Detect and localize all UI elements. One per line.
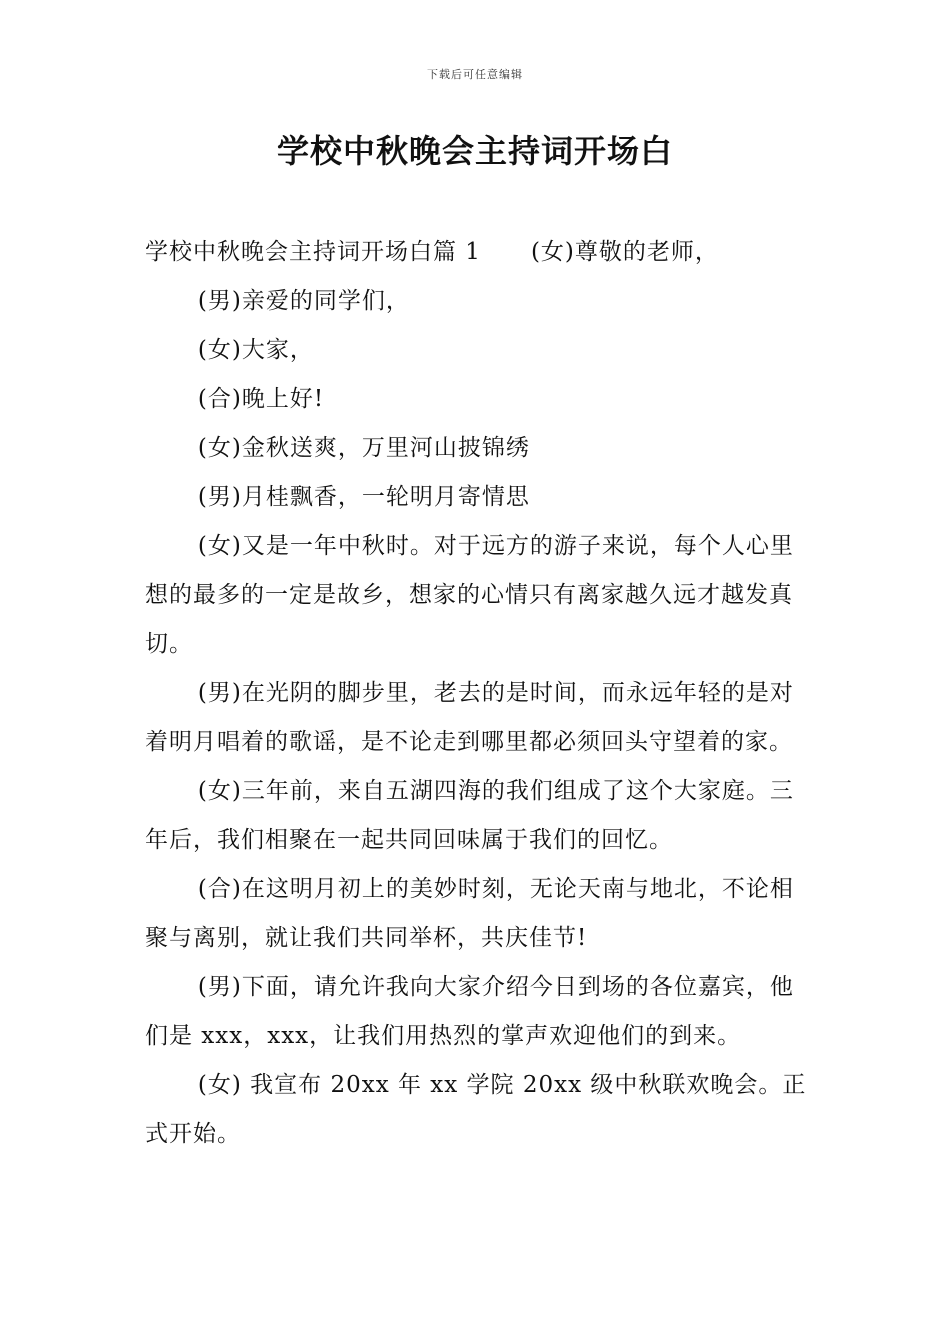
paragraph: (女)又是一年中秋时。对于远方的游子来说，每个人心里想的最多的一定是故乡，想家的心情只有离家越久远才越发真切。 bbox=[145, 533, 794, 657]
paragraph: (男)在光阴的脚步里，老去的是时间，而永远年轻的是对着明月唱着的歌谣，是不论走到哪里都必须回头守望着的家。 bbox=[145, 680, 794, 755]
paragraph: (女) 我宣布 20xx 年 xx 学院 20xx 级中秋联欢晚会。正式开始。 bbox=[145, 1072, 807, 1147]
intro-text: (女)尊敬的老师， bbox=[530, 239, 719, 265]
paragraph: (男)下面，请允许我向大家介绍今日到场的各位嘉宾，他们是 xxx，xxx，让我们用热烈的掌声欢迎他们的到来。 bbox=[145, 974, 794, 1049]
paragraph: (女)金秋送爽，万里河山披锦绣 bbox=[197, 435, 530, 461]
document-title: 学校中秋晚会主持词开场白 bbox=[276, 132, 673, 170]
paragraph: (男)月桂飘香，一轮明月寄情思 bbox=[197, 484, 530, 510]
section-label: 学校中秋晚会主持词开场白篇 1 bbox=[145, 239, 481, 265]
paragraph: (女)大家， bbox=[197, 337, 314, 363]
paragraph: (合)晚上好! bbox=[197, 386, 325, 412]
header-note: 下载后可任意编辑 bbox=[427, 68, 523, 81]
paragraph: (合)在这明月初上的美妙时刻，无论天南与地北，不论相聚与离别，就让我们共同举杯，共庆佳节! bbox=[145, 876, 794, 951]
document-body bbox=[145, 228, 815, 1159]
paragraph-intro bbox=[145, 228, 815, 277]
paragraph: (女)三年前，来自五湖四海的我们组成了这个大家庭。三年后，我们相聚在一起共同回味属于我们的回忆。 bbox=[145, 778, 794, 853]
paragraph: (男)亲爱的同学们， bbox=[197, 288, 410, 314]
